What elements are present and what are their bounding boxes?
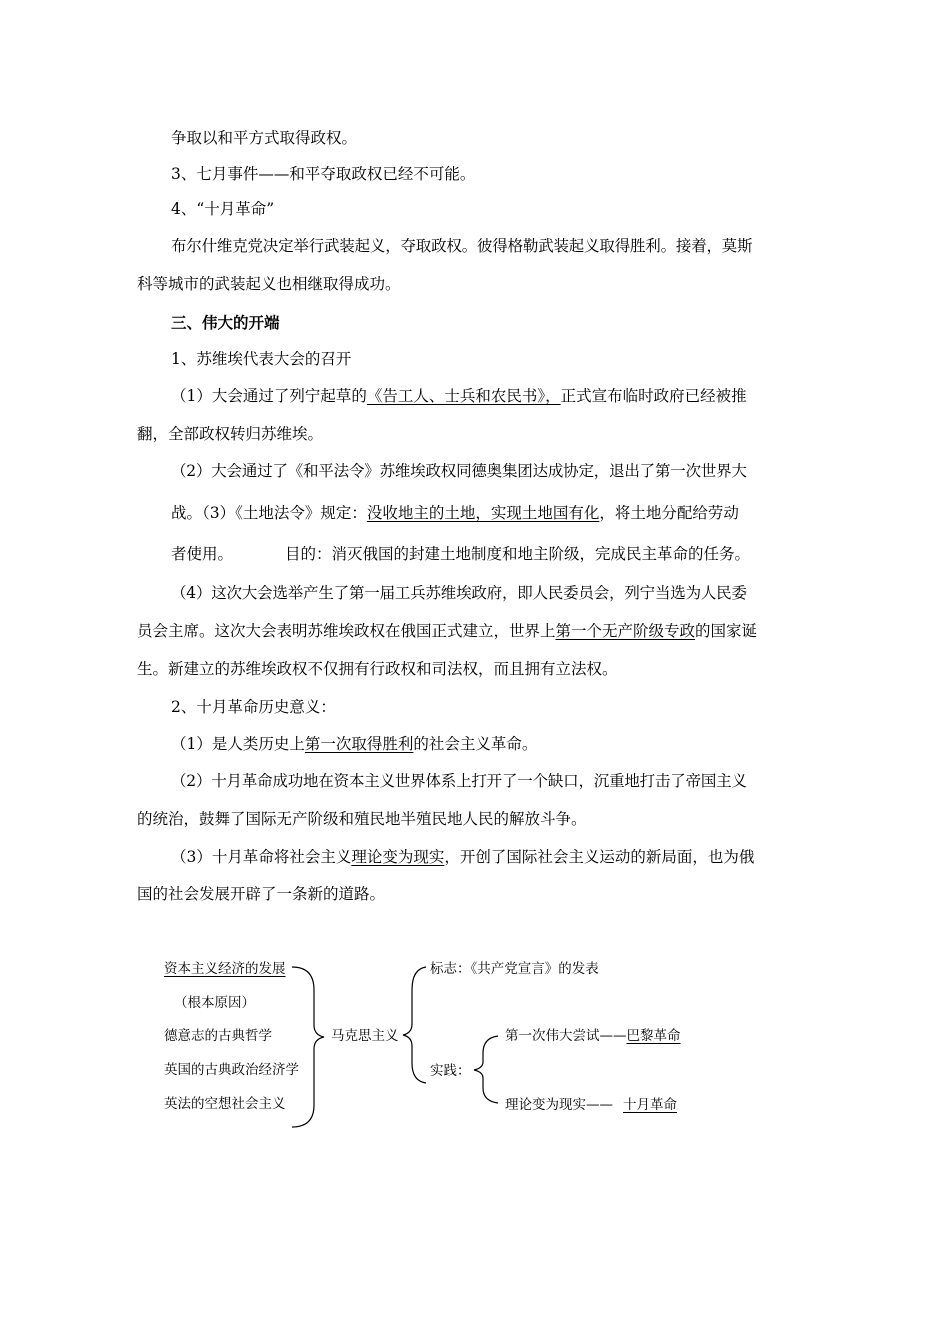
diagram-practice: 实践： bbox=[430, 1063, 471, 1079]
text-line: 3、七月事件——和平夺取政权已经不可能。 bbox=[171, 165, 476, 183]
underlined-term: 没收地主的土地，实现土地国有化 bbox=[366, 504, 600, 522]
diagram-source-philosophy: 德意志的古典哲学 bbox=[164, 1028, 272, 1044]
text-line: 生。新建立的苏维埃政权不仅拥有行政权和司法权，而且拥有立法权。 bbox=[137, 660, 618, 678]
text-run: ，将土地分配给劳动 bbox=[599, 504, 739, 522]
text-run: ，开创了国际社会主义运动的新局面，也为俄 bbox=[444, 848, 755, 866]
diagram-reality-value: 十月革命 bbox=[623, 1097, 677, 1113]
text-run: （3）十月革命将社会主义 bbox=[171, 848, 352, 866]
diagram-attempt-value: 巴黎革命 bbox=[626, 1028, 681, 1044]
section-heading: 三、伟大的开端 bbox=[171, 313, 280, 332]
diagram-source-economics: 英国的古典政治经济学 bbox=[164, 1062, 299, 1078]
brace-marxism bbox=[403, 967, 426, 1083]
text-line: 翻，全部政权转归苏维埃。 bbox=[137, 425, 324, 443]
text-line: 国的社会发展开辟了一条新的道路。 bbox=[137, 885, 386, 903]
underlined-term: 第一次取得胜利 bbox=[304, 735, 414, 753]
underlined-term: 《告工人、士兵和农民书》， bbox=[366, 387, 561, 405]
text-run: 目的：消灭俄国的封建土地制度和地主阶级，完成民主革命的任务。 bbox=[285, 545, 751, 563]
text-line: 的统治，鼓舞了国际无产阶级和殖民地半殖民地人民的解放斗争。 bbox=[137, 810, 587, 828]
text-run: 正式宣布临时政府已经被推 bbox=[560, 387, 747, 405]
text-line: 科等城市的武装起义也相继取得成功。 bbox=[137, 275, 401, 293]
text-line: （4）这次大会选举产生了第一届工兵苏维埃政府，即人民委员会，列宁当选为人民委 bbox=[171, 584, 747, 602]
text-run: （1）大会通过了列宁起草的 bbox=[171, 387, 367, 405]
underlined-term: 第一个无产阶级专政 bbox=[555, 622, 696, 640]
text-run: 战。（3）《土地法令》规定： bbox=[171, 504, 367, 522]
text-line: 布尔什维克党决定举行武装起义，夺取政权。彼得格勒武装起义取得胜利。接着，莫斯 bbox=[171, 237, 753, 255]
text-line: 4、“十月革命” bbox=[171, 200, 275, 218]
text-run: 者使用。 bbox=[171, 545, 234, 563]
diagram-sign: 标志：《共产党宣言》的发表 bbox=[430, 961, 599, 977]
diagram-center: 马克思主义 bbox=[331, 1028, 399, 1044]
diagram-source-socialism: 英法的空想社会主义 bbox=[164, 1096, 286, 1112]
text-run: 员会主席。这次大会表明苏维埃政权在俄国正式建立，世界上 bbox=[137, 622, 556, 640]
text-line: （2）大会通过了《和平法令》苏维埃政权同德奥集团达成协定，退出了第一次世界大 bbox=[171, 462, 747, 480]
text-run: 的国家诞 bbox=[695, 622, 758, 640]
text-line: 2、十月革命历史意义： bbox=[171, 698, 336, 716]
text-run: 的社会主义革命。 bbox=[413, 735, 538, 753]
diagram-reality-label: 理论变为现实—— bbox=[505, 1097, 613, 1113]
text-line: （2）十月革命成功地在资本主义世界体系上打开了一个缺口，沉重地打击了帝国主义 bbox=[171, 772, 747, 790]
text-line: 1、苏维埃代表大会的召开 bbox=[171, 350, 352, 368]
brace-practice bbox=[474, 1036, 498, 1103]
brace-sources bbox=[292, 967, 324, 1127]
diagram-source-economy: 资本主义经济的发展 bbox=[164, 961, 286, 977]
text-line: 争取以和平方式取得政权。 bbox=[171, 129, 358, 147]
diagram-source-note: （根本原因） bbox=[174, 995, 255, 1011]
text-run: （1）是人类历史上 bbox=[171, 735, 305, 753]
underlined-term: 理论变为现实 bbox=[351, 848, 445, 866]
diagram-attempt-label: 第一次伟大尝试—— bbox=[505, 1028, 627, 1044]
